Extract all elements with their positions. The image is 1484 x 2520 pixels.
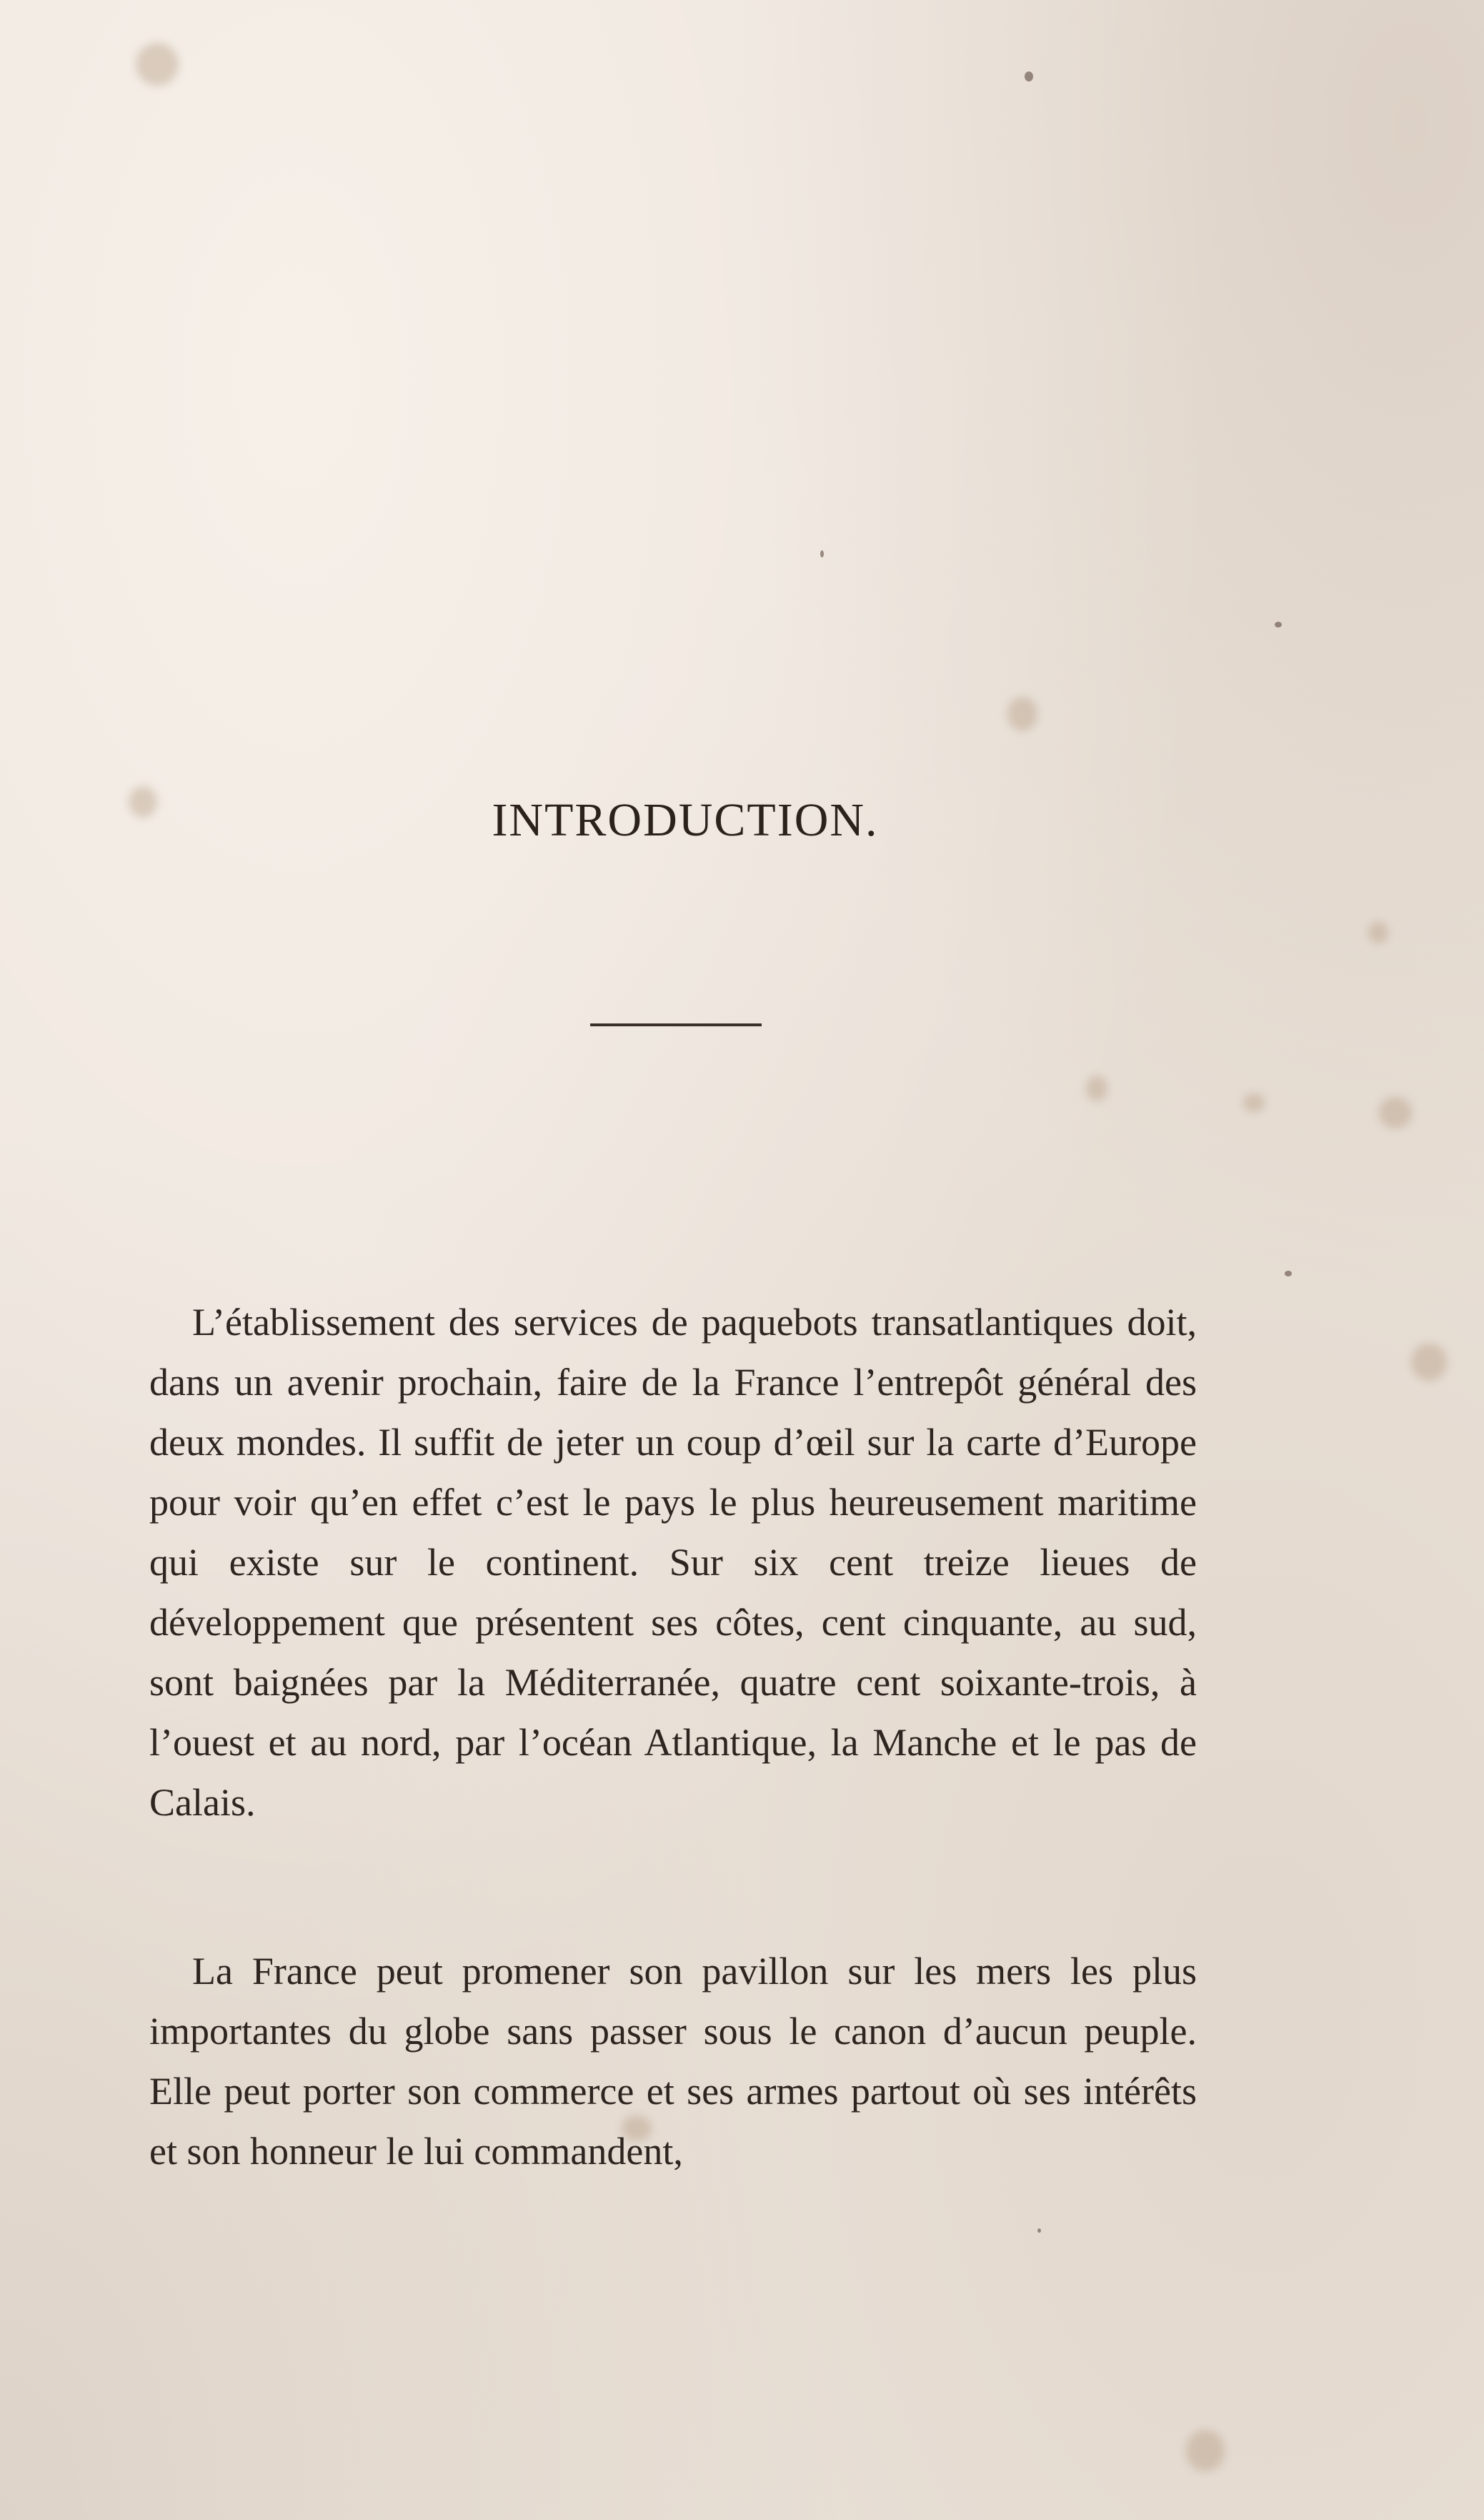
foxing-spot <box>1186 2430 1225 2471</box>
speck <box>820 550 824 557</box>
chapter-title: INTRODUCTION. <box>492 794 879 846</box>
speck <box>1025 71 1033 81</box>
speck <box>1275 622 1282 627</box>
speck <box>1285 1271 1292 1276</box>
foxing-spot <box>1368 922 1388 943</box>
foxing-spot <box>1411 1344 1447 1381</box>
title-divider <box>590 1023 762 1026</box>
paragraph-1: L’établissement des services de paquebots transatlantiques doit, dans un avenir prochain, faire de la France l’entrepôt général des deux mondes. Il suffit de jeter un coup d’œil sur la carte d’Europe pour voir qu’en effet c’est le pays le plus heureusement maritime qui existe sur le continent. Sur six cent treize lieues de développement que présentent ses côtes, cent cinquante, au sud, sont baignées par la Méditerranée, quatre cent soixante-trois, à l’ouest et au nord, par l’océan Atlantique, la Manche et le pas de Calais. <box>149 1301 1197 1824</box>
speck <box>1037 2228 1041 2233</box>
foxing-spot <box>136 43 179 86</box>
foxing-spot <box>1243 1093 1265 1112</box>
paragraph-2: La France peut promener son pavillon sur les mers les plus importantes du globe sans passer sous le canon d’aucun peuple. Elle peut porter son commerce et ses armes partout où ses intérêts et son honneur le lui commandent, <box>149 1950 1197 2173</box>
foxing-spot <box>1379 1097 1412 1128</box>
foxing-spot <box>1086 1076 1107 1101</box>
foxing-spot <box>1007 697 1037 731</box>
